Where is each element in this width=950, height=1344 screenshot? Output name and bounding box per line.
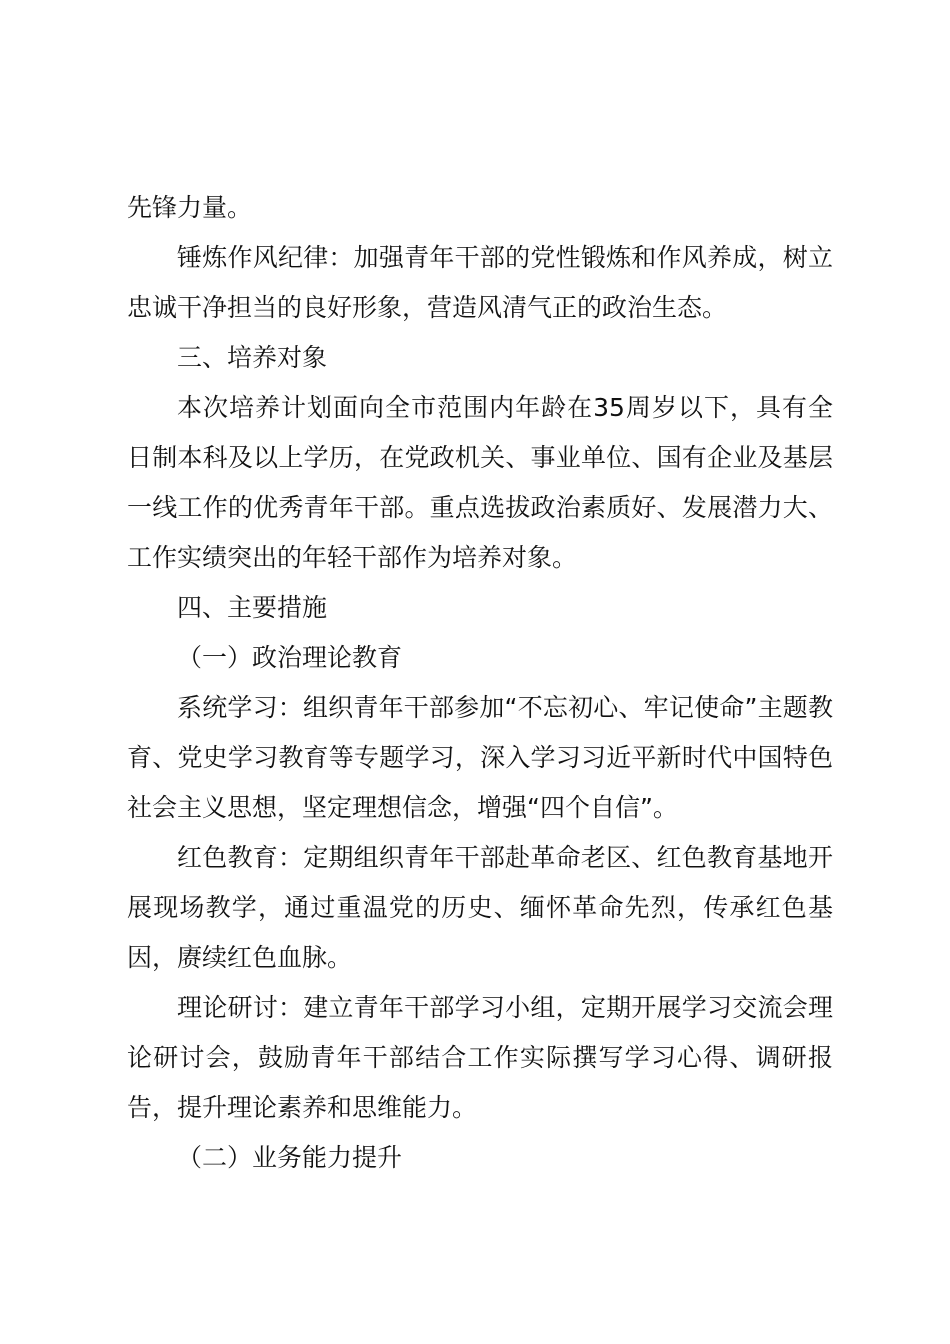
subsection-heading: （一）政治理论教育 bbox=[177, 643, 403, 672]
section-heading: 四、主要措施 bbox=[177, 593, 328, 622]
document-body bbox=[127, 183, 833, 1183]
body-paragraph: 先锋力量。 bbox=[127, 193, 253, 222]
body-paragraph: 系统学习：组织青年干部参加“不忘初心、牢记使命”主题教育、党史学习教育等专题学习，深入学习习近平新时代中国特色社会主义思想，坚定理想信念，增强“四个自信”。 bbox=[127, 693, 833, 822]
body-paragraph: 锤炼作风纪律：加强青年干部的党性锻炼和作风养成，树立忠诚干净担当的良好形象，营造风清气正的政治生态。 bbox=[127, 243, 833, 322]
section-heading: 三、培养对象 bbox=[177, 343, 328, 372]
body-paragraph: 理论研讨：建立青年干部学习小组，定期开展学习交流会理论研讨会，鼓励青年干部结合工作实际撰写学习心得、调研报告，提升理论素养和思维能力。 bbox=[127, 993, 833, 1122]
body-paragraph: 本次培养计划面向全市范围内年龄在35周岁以下，具有全日制本科及以上学历，在党政机关、事业单位、国有企业及基层一线工作的优秀青年干部。重点选拔政治素质好、发展潜力大、工作实绩突出的年轻干部作为培养对象。 bbox=[127, 393, 833, 572]
subsection-heading: （二）业务能力提升 bbox=[177, 1143, 403, 1172]
body-paragraph: 红色教育：定期组织青年干部赴革命老区、红色教育基地开展现场教学，通过重温党的历史、缅怀革命先烈，传承红色基因，赓续红色血脉。 bbox=[127, 843, 833, 972]
